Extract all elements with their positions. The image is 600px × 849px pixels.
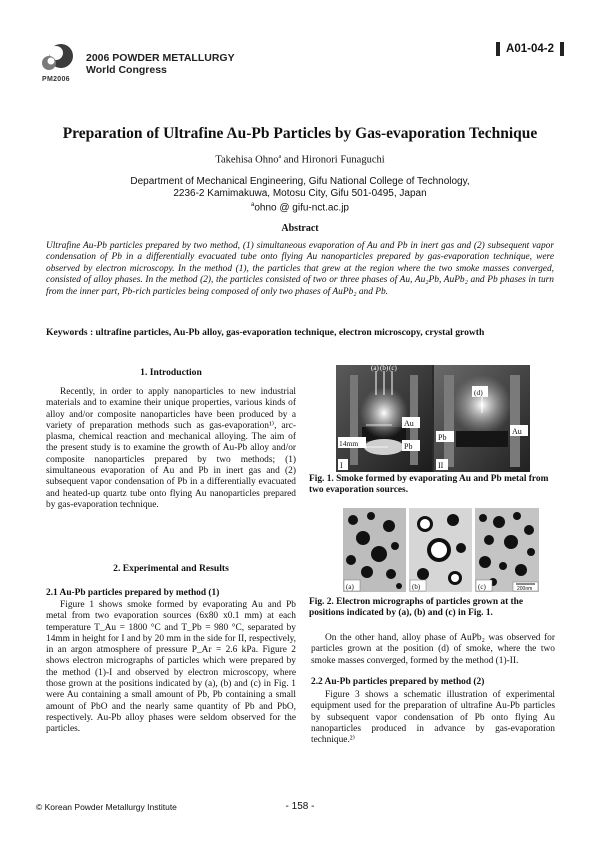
fig2-label-b: (b) xyxy=(412,583,421,591)
section-1-heading: 1. Introduction xyxy=(140,367,202,378)
section-2-heading: 2. Experimental and Results xyxy=(113,563,229,574)
fig1-label-panel-i: I xyxy=(340,461,343,470)
email-mark: a xyxy=(251,201,255,208)
fig1-label-b: (b) xyxy=(380,365,389,372)
affiliation-line-2: 2236-2 Kamimakuwa, Motosu City, Gifu 501-0495, Japan xyxy=(173,187,427,199)
method-2-paragraph: Figure 3 shows a schematic illustration of experimental equipment used for the preparation of ultrafine Au-Pb particles by subsequent vapor condensation of Pb onto flying Au nanoparticles produced in advance by gas-evaporation technique.²⁾ xyxy=(311,690,555,746)
page-number: - 158 - xyxy=(285,801,315,812)
code-bar-left xyxy=(496,42,500,56)
subsection-2-2-body xyxy=(311,690,555,746)
email-address: ohno @ gifu-nct.ac.jp xyxy=(254,201,349,213)
fig1-label-au-left: Au xyxy=(404,419,414,428)
code-bar-right xyxy=(560,42,564,56)
logo-text: PM2006 xyxy=(42,76,70,83)
paper-code-badge xyxy=(496,42,564,56)
fig2-scale-bar: 200nm xyxy=(517,586,533,592)
author-2: Hironori Funaguchi xyxy=(301,154,385,166)
method-1-paragraph: Figure 1 shows smoke formed by evaporating Au and Pb metal from two evaporation sources (6x80 x0.1 mm) at each temperature T_Au = 1800 °C and T_Pb = 980 °C, separated by 14mm in height for I and by 20 mm in the side for II, respectively, in an argon atmosphere of pressure P_Ar = 2.6 kPa. Figure 2 shows electron micrographs of particles which were prepared by the method (1)-I and observed by electron microscopy, where those grown at the positions indicated by (a), (b) and (c) in Fig. 1 were Au containing a small amount of Pb, Pb containing a small amount of PbO and the nearly same quantity of Pb and PbO, respectively. Au-Pb alloy phases were seldom observed for the particles. xyxy=(46,600,296,735)
abstract-heading: Abstract xyxy=(281,223,319,234)
author-line xyxy=(0,154,600,166)
paper-title: Preparation of Ultrafine Au-Pb Particles by Gas-evaporation Technique xyxy=(62,125,538,142)
author-1: Takehisa Ohno xyxy=(215,154,279,166)
figure-2-micrographs xyxy=(343,508,539,592)
abstract-text: Ultrafine Au-Pb particles prepared by two method, (1) simultaneous evaporation of Au and Pb in inert gas and (2) subsequent vapor condensation of Pb in a differentially evacuated tube onto flying Au nanoparticles prepared by gas-evaporation technique, were observed by electron microscopy. In the method (1), the particles that grew at the region where the two smoke masses converged, consisted of alloy phases. In the method (2), the particles consisted of two or three phases of Au, Au₂Pb, AuPb₂ and Pb phases in turn from the inner part, Pb-rich particles being composed of only two phases of AuPb₂ and Pb. xyxy=(46,241,554,297)
section-1-body xyxy=(46,387,296,511)
affiliation-line-1: Department of Mechanical Engineering, Gifu National College of Technology, xyxy=(130,176,470,187)
intro-paragraph: Recently, in order to apply nanoparticles to new industrial materials and to examine their unique properties, various kinds of alloy and/or composite nanoparticles have been produced by a variety of preparation methods such as gas-evaporation¹⁾, arc-plasma, chemical reaction and mechanical alloying. The aim of the present study is to examine the growth of Au-Pb alloy and/or composite nanoparticles prepared by two methods; (1) simultaneous evaporation of Au and Pb in inert gas and (2) subsequent vapor condensation of Pb in a differentially evacuated and heated-up quartz tube onto flying Au nanoparticles prepared by gas-evaporation technique. xyxy=(46,387,296,510)
subsection-2-2-heading: 2.2 Au-Pb particles prepared by method (2) xyxy=(311,677,485,687)
author-connector: and xyxy=(281,154,302,166)
fig2-label-c: (c) xyxy=(478,583,486,591)
fig1-label-c: (c) xyxy=(389,365,397,372)
figure-1-caption: Fig. 1. Smoke formed by evaporating Au and Pb metal from two evaporation sources. xyxy=(309,474,549,496)
fig1-label-a: (a) xyxy=(371,365,379,372)
affiliation xyxy=(0,176,600,214)
fig1-label-au-right: Au xyxy=(512,427,522,436)
fig1-label-dim: 14mm xyxy=(339,439,359,448)
fig1-label-d: (d) xyxy=(474,388,483,397)
fig1-label-pb-right: Pb xyxy=(438,433,447,442)
figure-1-panel-ii xyxy=(434,365,530,472)
figure-1-photo xyxy=(336,365,530,472)
figure-1-panel-i xyxy=(336,365,432,472)
email-line xyxy=(0,200,600,214)
fig1-label-pb-left: Pb xyxy=(404,442,413,451)
keywords: Keywords : ultrafine particles, Au-Pb alloy, gas-evaporation technique, electron microscopy, crystal growth xyxy=(46,327,485,338)
paper-code: A01-04-2 xyxy=(506,43,554,55)
author-1-mark: a xyxy=(278,154,282,160)
fig1-label-panel-ii: II xyxy=(438,461,444,470)
figure-2-caption: Fig. 2. Electron micrographs of particles grown at the positions indicated by (a), (b) and (c) in Fig. 1. xyxy=(309,597,524,619)
subsection-2-1-body xyxy=(46,600,296,736)
fig2-label-a: (a) xyxy=(346,583,354,591)
footer-copyright: © Korean Powder Metallurgy Institute xyxy=(36,802,177,812)
subsection-2-1-right-body xyxy=(311,633,555,667)
subsection-2-1-heading: 2.1 Au-Pb particles prepared by method (1) xyxy=(46,588,220,598)
congress-name: 2006 POWDER METALLURGY World Congress xyxy=(86,52,235,76)
method-1-right-paragraph: On the other hand, alloy phase of AuPb₂ was observed for particles grown at the position (d) of smoke, where the two smoke masses converged, formed by the method (1)-II. xyxy=(311,633,555,666)
